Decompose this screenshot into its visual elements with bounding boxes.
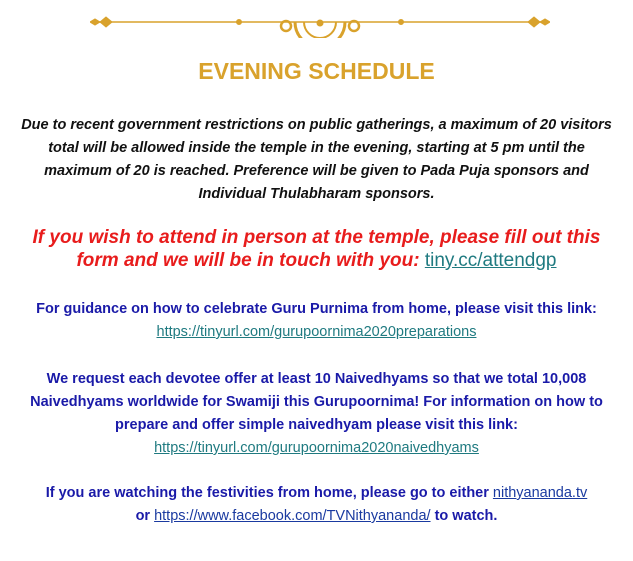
watch-text-3: to watch. <box>430 508 498 524</box>
page-title: EVENING SCHEDULE <box>198 58 435 84</box>
ornamental-divider-icon <box>90 8 550 38</box>
naivedhyam-notice <box>14 368 619 460</box>
attend-text: If you wish to attend in person at the temple, please fill out this form and we will be in touch with you: <box>32 227 601 271</box>
attend-notice <box>14 226 619 272</box>
guidance-notice <box>14 298 619 344</box>
restrictions-notice: Due to recent government restrictions on public gatherings, a maximum of 20 visitors total will be allowed inside the temple in the evening, starting at 5 pm until the maximum of 20 is reached. Preference will be given to Pada Puja sponsors and Individual Thulabharam sponsors. <box>21 117 612 202</box>
attend-form-link[interactable]: tiny.cc/attendgp <box>424 250 557 271</box>
naivedhyams-link[interactable]: https://tinyurl.com/gurupoornima2020naivedhyams <box>154 440 479 456</box>
nithyananda-tv-link[interactable]: nithyananda.tv <box>492 485 588 501</box>
facebook-link[interactable]: https://www.facebook.com/TVNithyananda/ <box>154 508 431 524</box>
guidance-text: For guidance on how to celebrate Guru Purnima from home, please visit this link: <box>36 301 597 317</box>
preparations-link[interactable]: https://tinyurl.com/gurupoornima2020preparations <box>156 324 477 340</box>
watch-notice <box>14 482 619 528</box>
watch-text-2: or <box>135 508 155 524</box>
naivedhyam-text: We request each devotee offer at least 10 Naivedhyams so that we total 10,008 Naivedhyams worldwide for Swamiji this Gurupoornima! For information on how to prepare and offer simple naivedhyam please visit this link: <box>30 371 603 433</box>
watch-text-1: If you are watching the festivities from home, please go to either <box>45 485 493 501</box>
